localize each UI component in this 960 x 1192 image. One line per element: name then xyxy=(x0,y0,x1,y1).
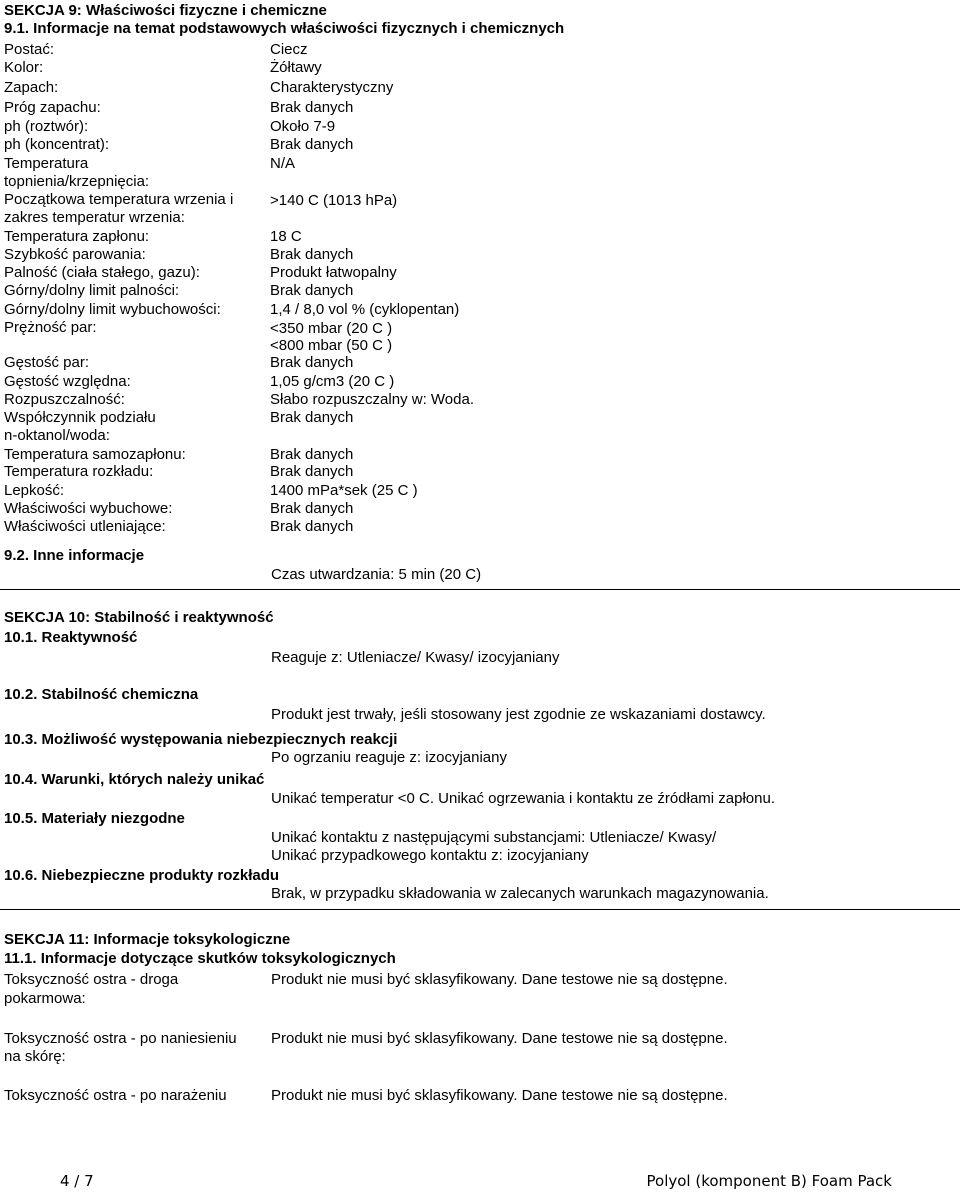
prop-value: Brak danych xyxy=(270,409,354,426)
prop-value: <350 mbar (20 C ) xyxy=(270,320,393,337)
prop-label: Próg zapachu: xyxy=(4,99,101,116)
prop-label: ph (roztwór): xyxy=(4,118,89,135)
tox-label: Toksyczność ostra - po narażeniu xyxy=(4,1087,227,1104)
prop-label: Początkowa temperatura wrzenia i xyxy=(4,191,234,208)
prop-label: Zapach: xyxy=(4,79,59,96)
prop-value: Charakterystyczny xyxy=(270,79,394,96)
section-9-heading: SEKCJA 9: Właściwości fizyczne i chemiczne xyxy=(4,2,327,19)
prop-value: Produkt łatwopalny xyxy=(270,264,397,281)
prop-label: Postać: xyxy=(4,41,55,58)
prop-label: ph (koncentrat): xyxy=(4,136,110,153)
prop-label-cont: zakres temperatur wrzenia: xyxy=(4,209,185,226)
conditions-avoid-value: Unikać temperatur <0 C. Unikać ogrzewania i kontaktu ze źródłami zapłonu. xyxy=(271,790,775,807)
prop-value: Około 7-9 xyxy=(270,118,336,135)
section-10-6-heading: 10.6. Niebezpieczne produkty rozkładu xyxy=(4,867,280,884)
prop-label: Palność (ciała stałego, gazu): xyxy=(4,264,200,281)
prop-label: Właściwości wybuchowe: xyxy=(4,500,173,517)
section-divider xyxy=(0,909,960,910)
prop-value: Brak danych xyxy=(270,136,354,153)
prop-label: Temperatura zapłonu: xyxy=(4,228,150,245)
prop-value: N/A xyxy=(270,155,296,172)
section-9-1-heading: 9.1. Informacje na temat podstawowych właściwości fizycznych i chemicznych xyxy=(4,20,565,37)
prop-label: Prężność par: xyxy=(4,319,97,336)
tox-value: Produkt nie musi być sklasyfikowany. Dane testowe nie są dostępne. xyxy=(271,1087,728,1104)
tox-label-cont: na skórę: xyxy=(4,1048,66,1065)
section-9-2-heading: 9.2. Inne informacje xyxy=(4,547,145,564)
section-10-3-heading: 10.3. Możliwość występowania niebezpiecznych reakcji xyxy=(4,731,398,748)
prop-value: 1,05 g/cm3 (20 C ) xyxy=(270,373,395,390)
prop-value: Brak danych xyxy=(270,518,354,535)
section-10-5-heading: 10.5. Materiały niezgodne xyxy=(4,810,185,827)
section-10-2-heading: 10.2. Stabilność chemiczna xyxy=(4,686,199,703)
tox-label: Toksyczność ostra - droga xyxy=(4,971,179,988)
tox-label: Toksyczność ostra - po naniesieniu xyxy=(4,1030,237,1047)
incompatible-materials-value: Unikać kontaktu z następującymi substancjami: Utleniacze/ Kwasy/ xyxy=(271,829,717,846)
page-number: 4 / 7 xyxy=(60,1172,94,1190)
reactivity-value: Reaguje z: Utleniacze/ Kwasy/ izocyjaniany xyxy=(271,649,560,666)
prop-label: Szybkość parowania: xyxy=(4,246,146,263)
prop-label: Gęstość par: xyxy=(4,354,90,371)
prop-label: Współczynnik podziału xyxy=(4,409,156,426)
decomposition-products-value: Brak, w przypadku składowania w zalecanych warunkach magazynowania. xyxy=(271,885,769,902)
tox-label-cont: pokarmowa: xyxy=(4,990,86,1007)
prop-label-cont: n-oktanol/woda: xyxy=(4,427,110,444)
prop-label: Rozpuszczalność: xyxy=(4,391,125,408)
prop-value: Brak danych xyxy=(270,354,354,371)
section-10-heading: SEKCJA 10: Stabilność i reaktywność xyxy=(4,609,274,626)
prop-label: Temperatura rozkładu: xyxy=(4,463,154,480)
section-divider xyxy=(0,589,960,590)
section-11-1-heading: 11.1. Informacje dotyczące skutków toksykologicznych xyxy=(4,950,396,967)
prop-value: Żółtawy xyxy=(270,59,322,76)
tox-value: Produkt nie musi być sklasyfikowany. Dane testowe nie są dostępne. xyxy=(271,971,728,988)
product-name: Polyol (komponent B) Foam Pack xyxy=(646,1172,892,1190)
hazardous-reactions-value: Po ogrzaniu reaguje z: izocyjaniany xyxy=(271,749,507,766)
stability-value: Produkt jest trwały, jeśli stosowany jest zgodnie ze wskazaniami dostawcy. xyxy=(271,706,766,723)
prop-value: Brak danych xyxy=(270,246,354,263)
prop-value-cont: <800 mbar (50 C ) xyxy=(270,337,393,354)
prop-value: Brak danych xyxy=(270,446,354,463)
prop-value: >140 C (1013 hPa) xyxy=(270,192,398,209)
tox-value: Produkt nie musi być sklasyfikowany. Dane testowe nie są dostępne. xyxy=(271,1030,728,1047)
prop-label: Lepkość: xyxy=(4,482,65,499)
prop-label: Gęstość względna: xyxy=(4,373,131,390)
other-info-value: Czas utwardzania: 5 min (20 C) xyxy=(271,566,482,583)
prop-value: Brak danych xyxy=(270,99,354,116)
prop-value: Ciecz xyxy=(270,41,308,58)
prop-value: Brak danych xyxy=(270,500,354,517)
prop-value: 18 C xyxy=(270,228,302,245)
section-10-4-heading: 10.4. Warunki, których należy unikać xyxy=(4,771,265,788)
prop-label: Kolor: xyxy=(4,59,44,76)
prop-label: Temperatura xyxy=(4,155,89,172)
section-11-heading: SEKCJA 11: Informacje toksykologiczne xyxy=(4,931,291,948)
prop-value: Brak danych xyxy=(270,282,354,299)
prop-value: 1,4 / 8,0 vol % (cyklopentan) xyxy=(270,301,460,318)
prop-label: Temperatura samozapłonu: xyxy=(4,446,186,463)
prop-value: Brak danych xyxy=(270,463,354,480)
prop-label: Górny/dolny limit wybuchowości: xyxy=(4,301,221,318)
prop-label: Górny/dolny limit palności: xyxy=(4,282,180,299)
section-10-1-heading: 10.1. Reaktywność xyxy=(4,629,138,646)
prop-value: 1400 mPa*sek (25 C ) xyxy=(270,482,418,499)
prop-label: Właściwości utleniające: xyxy=(4,518,166,535)
prop-label-cont: topnienia/krzepnięcia: xyxy=(4,173,150,190)
prop-value: Słabo rozpuszczalny w: Woda. xyxy=(270,391,474,408)
incompatible-materials-value-cont: Unikać przypadkowego kontaktu z: izocyjaniany xyxy=(271,847,589,864)
